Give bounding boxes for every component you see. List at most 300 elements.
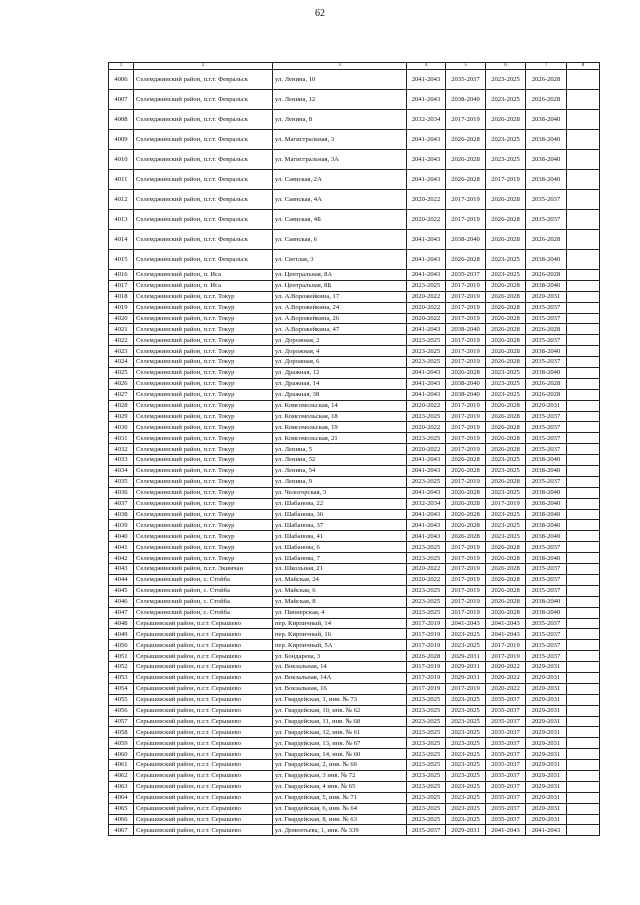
note-cell — [567, 400, 600, 411]
period-cell: 2026-2028 — [526, 389, 567, 400]
period-cell: 2029-2031 — [446, 662, 486, 673]
address-cell: ул. Ленина, 12 — [273, 90, 407, 110]
note-cell — [567, 324, 600, 335]
row-number-cell: 4043 — [109, 564, 134, 575]
locality-cell: Серышевский район, п.г.т. Серышево — [134, 662, 273, 673]
locality-cell: Селемджинский район, п.г.т. Токур — [134, 542, 273, 553]
row-number-cell: 4049 — [109, 629, 134, 640]
row-number-cell: 4007 — [109, 90, 134, 110]
note-cell — [567, 531, 600, 542]
period-cell: 2035-2037 — [526, 629, 567, 640]
period-cell: 2017-2019 — [446, 683, 486, 694]
period-cell: 2017-2019 — [446, 553, 486, 564]
note-cell — [567, 270, 600, 281]
table-row — [109, 531, 600, 542]
period-cell: 2020-2022 — [407, 444, 446, 455]
locality-cell: Селемджинский район, п.г.т. Токур — [134, 444, 273, 455]
address-cell: ул. Дементьева, 1, инв. № 339 — [273, 825, 407, 836]
period-cell: 2023-2025 — [446, 803, 486, 814]
period-cell: 2038-2040 — [526, 487, 567, 498]
period-cell: 2035-2037 — [526, 640, 567, 651]
table-row — [109, 640, 600, 651]
address-cell: пер. Кирпичный, 5А — [273, 640, 407, 651]
period-cell: 2023-2025 — [446, 814, 486, 825]
table-row — [109, 335, 600, 346]
period-cell: 2029-2031 — [526, 738, 567, 749]
period-cell: 2035-2037 — [526, 444, 567, 455]
table-row — [109, 170, 600, 190]
row-number-cell: 4054 — [109, 683, 134, 694]
row-number-cell: 4063 — [109, 781, 134, 792]
period-cell: 2023-2025 — [446, 738, 486, 749]
address-cell: ул. Майская, 8 — [273, 596, 407, 607]
period-cell: 2029-2031 — [526, 749, 567, 760]
locality-cell: Серышевский район, п.г.т. Серышево — [134, 814, 273, 825]
row-number-cell: 4021 — [109, 324, 134, 335]
note-cell — [567, 662, 600, 673]
schedule-table — [108, 62, 600, 836]
note-cell — [567, 640, 600, 651]
locality-cell: Селемджинский район, п.г.т. Токур — [134, 378, 273, 389]
period-cell: 2023-2025 — [407, 694, 446, 705]
table-row — [109, 607, 600, 618]
locality-cell: Селемджинский район, п.г.т. Февральск — [134, 190, 273, 210]
locality-cell: Селемджинский район, п.г.т. Февральск — [134, 230, 273, 250]
column-number-row — [109, 63, 600, 70]
period-cell: 2020-2022 — [486, 683, 526, 694]
table-row — [109, 70, 600, 90]
period-cell: 2038-2040 — [526, 280, 567, 291]
locality-cell: Селемджинский район, п.г.т. Токур — [134, 357, 273, 368]
period-cell: 2041-2043 — [486, 629, 526, 640]
table-row — [109, 90, 600, 110]
column-header: 8 — [567, 63, 600, 70]
row-number-cell: 4028 — [109, 400, 134, 411]
row-number-cell: 4035 — [109, 476, 134, 487]
table-row — [109, 250, 600, 270]
period-cell: 2035-2037 — [407, 825, 446, 836]
period-cell: 2026-2028 — [486, 230, 526, 250]
locality-cell: Серышевский район, п.г.т. Серышево — [134, 629, 273, 640]
address-cell: ул. Дорожная, 2 — [273, 335, 407, 346]
period-cell: 2041-2043 — [407, 150, 446, 170]
period-cell: 2038-2040 — [526, 607, 567, 618]
table-row — [109, 683, 600, 694]
note-cell — [567, 770, 600, 781]
period-cell: 2038-2040 — [526, 170, 567, 190]
period-cell: 2017-2019 — [486, 640, 526, 651]
period-cell: 2026-2028 — [486, 291, 526, 302]
address-cell: ул. Ленина, 52 — [273, 455, 407, 466]
locality-cell: Селемджинский район, п.г.т. Февральск — [134, 170, 273, 190]
period-cell: 2023-2025 — [446, 760, 486, 771]
note-cell — [567, 825, 600, 836]
row-number-cell: 4027 — [109, 389, 134, 400]
period-cell: 2020-2022 — [407, 574, 446, 585]
period-cell: 2041-2043 — [407, 90, 446, 110]
table-row — [109, 574, 600, 585]
period-cell: 2023-2025 — [407, 760, 446, 771]
period-cell: 2017-2019 — [446, 422, 486, 433]
period-cell: 2035-2037 — [526, 585, 567, 596]
address-cell: ул. Гвардейская, 12, инв. № 61 — [273, 727, 407, 738]
address-cell: ул. Комсомольская, 19 — [273, 422, 407, 433]
note-cell — [567, 727, 600, 738]
table-row — [109, 130, 600, 150]
row-number-cell: 4017 — [109, 280, 134, 291]
locality-cell: Селемджинский район, п.г.т. Токур — [134, 302, 273, 313]
table-row — [109, 487, 600, 498]
row-number-cell: 4034 — [109, 466, 134, 477]
locality-cell: Селемджинский район, п.г.т. Токур — [134, 346, 273, 357]
row-number-cell: 4051 — [109, 651, 134, 662]
period-cell: 2026-2028 — [486, 324, 526, 335]
period-cell: 2026-2028 — [526, 230, 567, 250]
period-cell: 2038-2040 — [526, 531, 567, 542]
period-cell: 2023-2025 — [486, 466, 526, 477]
period-cell: 2023-2025 — [446, 640, 486, 651]
table-row — [109, 662, 600, 673]
address-cell: ул. А.Ворожейкина, 26 — [273, 313, 407, 324]
locality-cell: Селемджинский район, п.г.т. Токур — [134, 291, 273, 302]
note-cell — [567, 70, 600, 90]
period-cell: 2020-2022 — [407, 422, 446, 433]
table-row — [109, 814, 600, 825]
note-cell — [567, 487, 600, 498]
period-cell: 2026-2028 — [526, 90, 567, 110]
row-number-cell: 4058 — [109, 727, 134, 738]
period-cell: 2023-2025 — [407, 411, 446, 422]
locality-cell: Селемджинский район, п.г.т. Токур — [134, 455, 273, 466]
note-cell — [567, 313, 600, 324]
note-cell — [567, 596, 600, 607]
table-row — [109, 781, 600, 792]
period-cell: 2035-2037 — [526, 422, 567, 433]
table-row — [109, 760, 600, 771]
table-row — [109, 770, 600, 781]
period-cell: 2026-2028 — [446, 520, 486, 531]
table-row — [109, 672, 600, 683]
locality-cell: Серышевский район, п.г.т. Серышево — [134, 705, 273, 716]
period-cell: 2017-2019 — [446, 596, 486, 607]
period-cell: 2035-2037 — [486, 727, 526, 738]
period-cell: 2023-2025 — [446, 716, 486, 727]
note-cell — [567, 564, 600, 575]
row-number-cell: 4026 — [109, 378, 134, 389]
row-number-cell: 4029 — [109, 411, 134, 422]
period-cell: 2023-2025 — [407, 781, 446, 792]
period-cell: 2035-2037 — [486, 781, 526, 792]
address-cell: ул. Гвардейская, 11, инв. № 68 — [273, 716, 407, 727]
period-cell: 2041-2043 — [407, 230, 446, 250]
note-cell — [567, 716, 600, 727]
row-number-cell: 4041 — [109, 542, 134, 553]
note-cell — [567, 389, 600, 400]
row-number-cell: 4057 — [109, 716, 134, 727]
note-cell — [567, 574, 600, 585]
period-cell: 2017-2019 — [486, 170, 526, 190]
table-row — [109, 400, 600, 411]
note-cell — [567, 302, 600, 313]
period-cell: 2017-2019 — [446, 313, 486, 324]
note-cell — [567, 433, 600, 444]
table-row — [109, 422, 600, 433]
period-cell: 2017-2019 — [446, 335, 486, 346]
row-number-cell: 4019 — [109, 302, 134, 313]
address-cell: ул. Гвардейская, 4 инв. № 65 — [273, 781, 407, 792]
period-cell: 2026-2028 — [446, 368, 486, 379]
period-cell: 2035-2037 — [526, 302, 567, 313]
locality-cell: Селемджинский район, п.г.т. Токур — [134, 313, 273, 324]
period-cell: 2029-2031 — [526, 672, 567, 683]
address-cell: ул. Шабанова, 37 — [273, 520, 407, 531]
period-cell: 2023-2025 — [407, 716, 446, 727]
period-cell: 2035-2037 — [486, 760, 526, 771]
table-row — [109, 509, 600, 520]
note-cell — [567, 672, 600, 683]
note-cell — [567, 422, 600, 433]
table-row — [109, 618, 600, 629]
locality-cell: Селемджинский район, п.г.т. Токур — [134, 368, 273, 379]
period-cell: 2023-2025 — [446, 705, 486, 716]
period-cell: 2035-2037 — [526, 210, 567, 230]
address-cell: ул. А.Ворожейкина, 17 — [273, 291, 407, 302]
address-cell: ул. Вокзальная, 14 — [273, 662, 407, 673]
period-cell: 2026-2028 — [526, 270, 567, 281]
period-cell: 2023-2025 — [407, 346, 446, 357]
locality-cell: Селемджинский район, п.г.т. Февральск — [134, 130, 273, 150]
row-number-cell: 4045 — [109, 585, 134, 596]
row-number-cell: 4030 — [109, 422, 134, 433]
table-row — [109, 455, 600, 466]
note-cell — [567, 542, 600, 553]
period-cell: 2026-2028 — [446, 498, 486, 509]
period-cell: 2026-2028 — [486, 411, 526, 422]
period-cell: 2029-2031 — [526, 683, 567, 694]
period-cell: 2023-2025 — [446, 749, 486, 760]
note-cell — [567, 520, 600, 531]
note-cell — [567, 781, 600, 792]
period-cell: 2017-2019 — [486, 498, 526, 509]
period-cell: 2041-2043 — [407, 487, 446, 498]
table-row — [109, 190, 600, 210]
address-cell: ул. Шабанова, 36 — [273, 509, 407, 520]
note-cell — [567, 651, 600, 662]
period-cell: 2017-2019 — [446, 357, 486, 368]
row-number-cell: 4047 — [109, 607, 134, 618]
locality-cell: Серышевский район, п.г.т. Серышево — [134, 770, 273, 781]
table-row — [109, 651, 600, 662]
table-row — [109, 302, 600, 313]
period-cell: 2017-2019 — [446, 542, 486, 553]
period-cell: 2041-2043 — [407, 466, 446, 477]
locality-cell: Серышевский район, п.г.т. Серышево — [134, 716, 273, 727]
period-cell: 2041-2043 — [407, 509, 446, 520]
row-number-cell: 4060 — [109, 749, 134, 760]
period-cell: 2023-2025 — [407, 553, 446, 564]
note-cell — [567, 190, 600, 210]
locality-cell: Селемджинский район, п.г.т. Токур — [134, 520, 273, 531]
period-cell: 2017-2019 — [446, 190, 486, 210]
row-number-cell: 4044 — [109, 574, 134, 585]
period-cell: 2017-2019 — [446, 564, 486, 575]
locality-cell: Селемджинский район, п.г.т. Экимчан — [134, 564, 273, 575]
note-cell — [567, 210, 600, 230]
period-cell: 2026-2028 — [526, 70, 567, 90]
note-cell — [567, 607, 600, 618]
period-cell: 2023-2025 — [446, 792, 486, 803]
table-row — [109, 270, 600, 281]
period-cell: 2017-2019 — [446, 280, 486, 291]
locality-cell: Селемджинский район, п.г.т. Токур — [134, 389, 273, 400]
period-cell: 2023-2025 — [486, 520, 526, 531]
note-cell — [567, 335, 600, 346]
period-cell: 2035-2037 — [486, 705, 526, 716]
period-cell: 2026-2028 — [486, 585, 526, 596]
address-cell: ул. Бондарева, 3 — [273, 651, 407, 662]
locality-cell: Селемджинский район, п.г.т. Токур — [134, 411, 273, 422]
table-row — [109, 368, 600, 379]
period-cell: 2041-2043 — [407, 531, 446, 542]
row-number-cell: 4015 — [109, 250, 134, 270]
row-number-cell: 4065 — [109, 803, 134, 814]
table-row — [109, 792, 600, 803]
period-cell: 2023-2025 — [486, 70, 526, 90]
address-cell: ул. Дражная, 12 — [273, 368, 407, 379]
period-cell: 2038-2040 — [446, 230, 486, 250]
row-number-cell: 4050 — [109, 640, 134, 651]
period-cell: 2038-2040 — [446, 389, 486, 400]
note-cell — [567, 814, 600, 825]
address-cell: ул. Комсомольская, 14 — [273, 400, 407, 411]
period-cell: 2026-2028 — [446, 509, 486, 520]
address-cell: ул. Центральная, 8Б — [273, 280, 407, 291]
note-cell — [567, 230, 600, 250]
locality-cell: Селемджинский район, п.г.т. Февральск — [134, 250, 273, 270]
period-cell: 2017-2019 — [407, 640, 446, 651]
address-cell: ул. Дорожная, 4 — [273, 346, 407, 357]
period-cell: 2023-2025 — [486, 90, 526, 110]
period-cell: 2041-2043 — [407, 70, 446, 90]
period-cell: 2026-2028 — [446, 250, 486, 270]
locality-cell: Селемджинский район, п.г.т. Токур — [134, 509, 273, 520]
period-cell: 2026-2028 — [486, 190, 526, 210]
period-cell: 2026-2028 — [446, 170, 486, 190]
table-row — [109, 825, 600, 836]
note-cell — [567, 280, 600, 291]
period-cell: 2038-2040 — [526, 130, 567, 150]
locality-cell: Селемджинский район, с. Стойба — [134, 585, 273, 596]
table-row — [109, 694, 600, 705]
row-number-cell: 4062 — [109, 770, 134, 781]
address-cell: ул. Гвардейская, 2, инв. № 66 — [273, 760, 407, 771]
period-cell: 2038-2040 — [446, 378, 486, 389]
period-cell: 2026-2028 — [486, 553, 526, 564]
period-cell: 2017-2019 — [407, 618, 446, 629]
locality-cell: Серышевский район, п.г.т. Серышево — [134, 738, 273, 749]
table-row — [109, 433, 600, 444]
table-row — [109, 520, 600, 531]
period-cell: 2017-2019 — [446, 444, 486, 455]
period-cell: 2023-2025 — [407, 280, 446, 291]
address-cell: ул. Дражная, 38 — [273, 389, 407, 400]
locality-cell: Селемджинский район, с. Стойба — [134, 574, 273, 585]
period-cell: 2020-2022 — [407, 302, 446, 313]
locality-cell: Селемджинский район, п.г.т. Токур — [134, 553, 273, 564]
note-cell — [567, 618, 600, 629]
table-row — [109, 716, 600, 727]
period-cell: 2029-2031 — [526, 694, 567, 705]
period-cell: 2029-2031 — [446, 651, 486, 662]
locality-cell: Серышевский район, п.г.т. Серышево — [134, 781, 273, 792]
address-cell: ул. Гвардейская, 5, инв. № 71 — [273, 792, 407, 803]
address-cell: ул. Ленина, 10 — [273, 70, 407, 90]
period-cell: 2029-2031 — [526, 662, 567, 673]
note-cell — [567, 110, 600, 130]
address-cell: ул. Саянская, 4Б — [273, 210, 407, 230]
locality-cell: Селемджинский район, п.г.т. Токур — [134, 335, 273, 346]
table-row — [109, 803, 600, 814]
row-number-cell: 4061 — [109, 760, 134, 771]
address-cell: ул. Шабанова, 41 — [273, 531, 407, 542]
address-cell: ул. Челогорская, 3 — [273, 487, 407, 498]
period-cell: 2023-2025 — [407, 585, 446, 596]
row-number-cell: 4033 — [109, 455, 134, 466]
locality-cell: Серышевский район, п.г.т. Серышево — [134, 803, 273, 814]
period-cell: 2035-2037 — [446, 70, 486, 90]
period-cell: 2017-2019 — [407, 629, 446, 640]
note-cell — [567, 444, 600, 455]
period-cell: 2023-2025 — [407, 607, 446, 618]
address-cell: ул. Шабанова, 22 — [273, 498, 407, 509]
period-cell: 2026-2028 — [446, 150, 486, 170]
period-cell: 2041-2043 — [407, 520, 446, 531]
address-cell: ул. Магистральная, 3А — [273, 150, 407, 170]
period-cell: 2023-2025 — [407, 357, 446, 368]
table-row — [109, 749, 600, 760]
period-cell: 2041-2043 — [407, 324, 446, 335]
period-cell: 2023-2025 — [407, 727, 446, 738]
locality-cell: Серышевский район, п.г.т. Серышево — [134, 727, 273, 738]
locality-cell: Серышевский район, п.г.т. Серышево — [134, 618, 273, 629]
locality-cell: Серышевский район, п.г.т. Серышево — [134, 672, 273, 683]
period-cell: 2026-2028 — [446, 130, 486, 150]
locality-cell: Селемджинский район, п.г.т. Февральск — [134, 150, 273, 170]
note-cell — [567, 357, 600, 368]
period-cell: 2041-2043 — [407, 378, 446, 389]
table-row — [109, 444, 600, 455]
period-cell: 2035-2037 — [526, 313, 567, 324]
table-row — [109, 542, 600, 553]
period-cell: 2035-2037 — [446, 270, 486, 281]
period-cell: 2023-2025 — [486, 378, 526, 389]
period-cell: 2023-2025 — [486, 250, 526, 270]
row-number-cell: 4038 — [109, 509, 134, 520]
locality-cell: Селемджинский район, п.г.т. Токур — [134, 531, 273, 542]
period-cell: 2035-2037 — [526, 618, 567, 629]
table-row — [109, 498, 600, 509]
note-cell — [567, 346, 600, 357]
period-cell: 2017-2019 — [446, 302, 486, 313]
row-number-cell: 4025 — [109, 368, 134, 379]
period-cell: 2026-2028 — [486, 346, 526, 357]
row-number-cell: 4022 — [109, 335, 134, 346]
period-cell: 2038-2040 — [526, 498, 567, 509]
period-cell: 2029-2031 — [526, 792, 567, 803]
period-cell: 2035-2037 — [526, 190, 567, 210]
period-cell: 2041-2043 — [446, 618, 486, 629]
period-cell: 2023-2025 — [407, 803, 446, 814]
